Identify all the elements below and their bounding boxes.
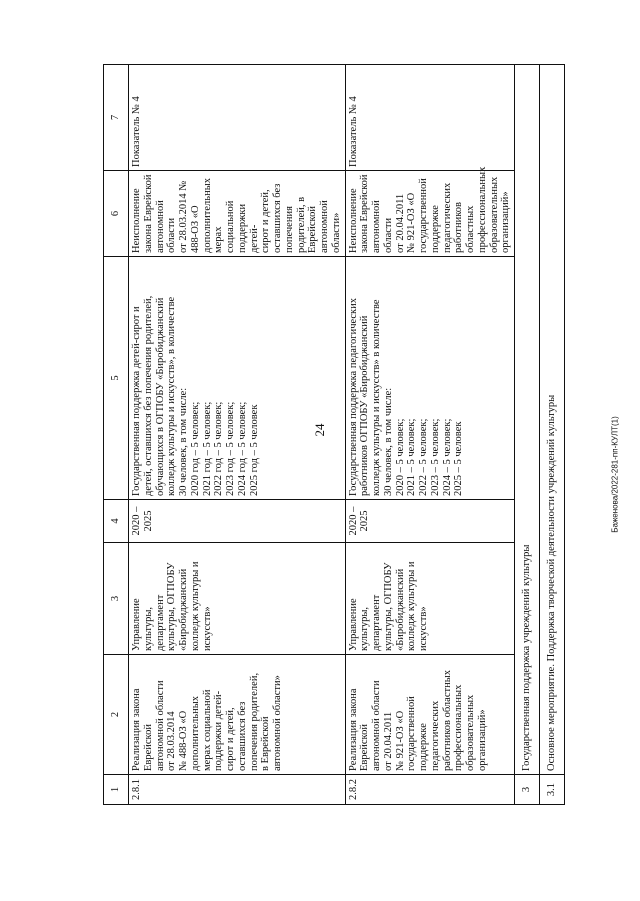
text-line: дополнительных xyxy=(201,177,213,253)
text-line: колледж культуры и искусств» в количестве xyxy=(371,299,382,496)
text-line: области xyxy=(382,217,394,253)
header-cell-4: 4 xyxy=(104,500,129,543)
text-line: профессиональных xyxy=(476,166,488,253)
text-line: 2021 год – 5 человек; xyxy=(201,401,213,496)
text-line: 2020 – xyxy=(131,506,142,536)
text-line: 2020 год – 5 человек; xyxy=(189,401,201,496)
table-row-2-8-1 xyxy=(129,65,346,805)
text-line: культуры, ОГПОБУ xyxy=(166,562,178,651)
text-line: колледж культуры и xyxy=(189,561,201,651)
text-line: департамент xyxy=(154,594,166,651)
text-line: работников областных xyxy=(441,670,453,771)
text-line: государственной xyxy=(406,696,418,771)
text-line: сирот и детей, xyxy=(260,189,272,253)
text-line: оставшихся без xyxy=(236,701,248,771)
text-line: Реализация закона xyxy=(131,688,142,771)
text-line: 2020 – 5 человек; xyxy=(394,418,406,496)
text-line: организаций» xyxy=(500,191,512,253)
text-line: «Биробиджанский xyxy=(178,568,189,651)
text-line: попечения родителей, xyxy=(248,672,260,771)
text-line: Реализация закона xyxy=(347,688,359,771)
text-line: автономной xyxy=(154,200,166,253)
section-id: 3 xyxy=(515,775,540,805)
text-line: 2020 – xyxy=(347,506,359,536)
text-line: Управление xyxy=(131,598,142,651)
section-title: Государственная поддержка учреждений культуры xyxy=(515,65,540,775)
period-cell xyxy=(345,500,515,543)
text-line: государственной xyxy=(418,178,429,253)
text-line: области» xyxy=(330,212,342,253)
section-title: Основное мероприятие. Поддержка творческой деятельности учреждений культуры xyxy=(540,65,565,775)
footer-reference: Баженова/2022-281-пп-КУЛТ(1) xyxy=(610,416,620,533)
header-cell-2: 2 xyxy=(104,655,129,775)
rotated-table-wrapper xyxy=(103,65,558,805)
program-table xyxy=(103,64,565,805)
text-line: «Биробиджанский xyxy=(394,568,406,651)
text-line: Управление xyxy=(347,598,359,651)
text-line: департамент xyxy=(371,594,382,651)
text-line: культуры, ОГПОБУ xyxy=(382,562,394,651)
text-line: 2024 – 5 человек; xyxy=(441,418,453,496)
text-line: автономной xyxy=(319,200,330,253)
text-line: педагогических xyxy=(441,182,453,253)
section-row-3-1 xyxy=(540,65,565,805)
text-line: детей, оставшихся без попечения родителей, xyxy=(142,295,154,496)
text-line: оставшихся без xyxy=(272,183,283,253)
row-id: 2.8.2 xyxy=(345,775,515,805)
executor-cell xyxy=(345,543,515,655)
result-cell xyxy=(345,257,515,500)
text-line: закона Еврейской xyxy=(359,174,371,253)
section-id: 3.1 xyxy=(540,775,565,805)
text-line: 488-ОЗ «О xyxy=(189,205,201,253)
header-cell-7: 7 xyxy=(104,65,129,171)
text-line: 30 человек, в том числе: xyxy=(382,387,394,496)
text-line: закона Еврейской xyxy=(142,174,154,253)
text-line: 2025 год – 5 человек xyxy=(248,404,260,496)
consequence-cell xyxy=(345,166,515,257)
text-line: 2023 год – 5 человек; xyxy=(225,401,236,496)
text-line: 2023 – 5 человек; xyxy=(429,418,441,496)
text-line: дополнительных xyxy=(189,695,201,771)
text-line: профессиональных xyxy=(453,684,465,771)
text-line: попечения xyxy=(283,206,295,253)
row-id: 2.8.1 xyxy=(129,775,346,805)
text-line: Еврейской xyxy=(307,206,319,253)
text-line: культуры, xyxy=(142,607,154,651)
consequence-cell xyxy=(129,171,346,257)
text-line: образовательных xyxy=(465,694,476,771)
text-line: от 28.03.2014 xyxy=(166,711,178,771)
page-number: 24 xyxy=(312,423,327,437)
text-line: искусств» xyxy=(201,606,213,651)
text-line: 2021 – 5 человек; xyxy=(406,418,418,496)
header-cell-6: 6 xyxy=(104,171,129,257)
text-line: Неисполнение xyxy=(347,188,359,253)
text-line: поддержки детей- xyxy=(213,690,225,771)
text-line: от 20.04.2011 xyxy=(394,193,406,253)
header-cell-3: 3 xyxy=(104,543,129,655)
text-line: работников ОГПОБУ «Биробиджанский xyxy=(359,315,371,496)
text-line: областных xyxy=(465,205,476,253)
text-line: 30 человек, в том числе: xyxy=(178,387,189,496)
text-line: образовательных xyxy=(488,176,500,253)
section-row-3 xyxy=(515,65,540,805)
text-line: поддержке xyxy=(429,205,441,253)
text-line: от 28.03.2014 № xyxy=(178,180,189,253)
text-line: от 20.04.2011 xyxy=(382,711,394,771)
indicator-cell: Показатель № 4 xyxy=(345,65,515,171)
table-row-2-8-2 xyxy=(345,65,515,805)
header-cell-1: 1 xyxy=(104,775,129,805)
text-line: мерах социальной xyxy=(201,689,213,771)
text-line: 2025 – 5 человек xyxy=(453,421,465,496)
text-line: автономной области» xyxy=(272,675,283,771)
text-line: поддержке xyxy=(418,723,429,771)
text-line: педагогических xyxy=(429,700,441,771)
text-line: культуры, xyxy=(359,607,371,651)
text-line: Еврейской xyxy=(142,724,154,771)
text-line: № 488-ОЗ «О xyxy=(178,710,189,771)
measure-cell xyxy=(345,655,515,775)
text-line: 2025 xyxy=(142,510,154,532)
text-line: организаций» xyxy=(476,709,488,771)
text-line: 2022 – 5 человек; xyxy=(418,418,429,496)
text-line: Государственная поддержка детей-сирот и xyxy=(131,306,142,496)
text-line: искусств» xyxy=(418,606,429,651)
text-line: автономной xyxy=(371,200,382,253)
text-line: 2022 год – 5 человек; xyxy=(213,401,225,496)
result-cell xyxy=(129,257,346,500)
text-line: 2024 год – 5 человек; xyxy=(236,401,248,496)
text-line: Государственная поддержка педагогических xyxy=(347,297,359,496)
text-line: работников xyxy=(453,202,465,253)
text-line: родителей, в xyxy=(295,196,307,253)
text-line: № 921-ОЗ «О xyxy=(394,710,406,771)
text-line: обучающихся в ОГПОБУ «Биробиджанский xyxy=(154,297,166,496)
measure-cell xyxy=(129,655,346,775)
text-line: мерах социальной xyxy=(213,200,236,253)
text-line: Неисполнение xyxy=(131,188,142,253)
text-line: в Еврейской xyxy=(260,716,272,771)
text-line: 2025 xyxy=(359,510,371,532)
header-cell-5: 5 xyxy=(104,257,129,500)
text-line: колледж культуры и xyxy=(406,561,418,651)
text-line: автономной области xyxy=(371,680,382,771)
text-line: Еврейской xyxy=(359,724,371,771)
period-cell xyxy=(129,500,346,543)
text-line: автономной области xyxy=(154,680,166,771)
text-line: поддержки детей- xyxy=(236,203,260,253)
text-line: № 921-ОЗ «О xyxy=(406,192,418,253)
text-line: области xyxy=(166,217,178,253)
text-line: колледж культуры и искусств», в количестве xyxy=(166,296,178,496)
table-header-row xyxy=(104,65,129,805)
indicator-cell: Показатель № 4 xyxy=(129,65,346,171)
executor-cell xyxy=(129,543,346,655)
text-line: сирот и детей, xyxy=(225,707,236,771)
